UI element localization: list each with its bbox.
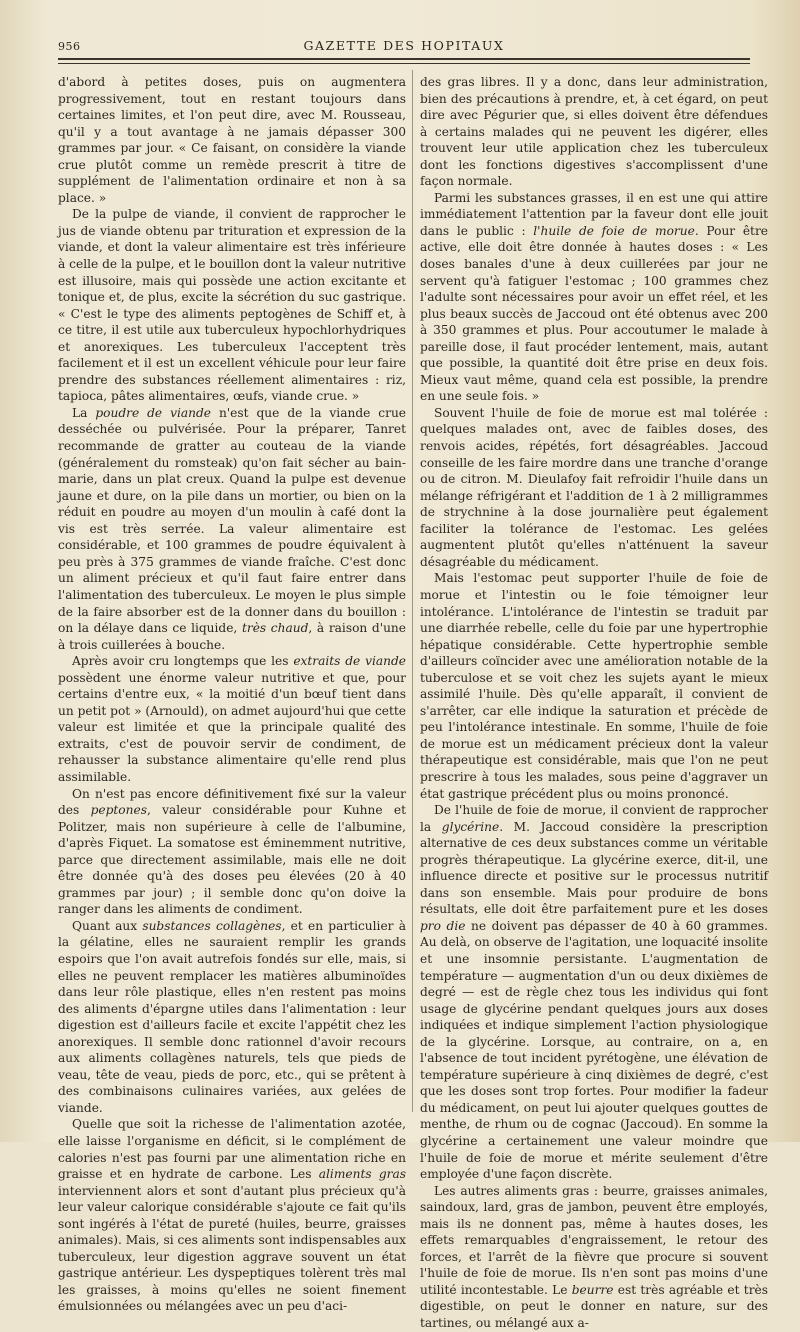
paragraph [420,802,768,1183]
text-run: possèdent une énorme valeur nutritive et que, pour certains d'entre eux, « la moitié d'un bœuf tient dans un petit pot » (Arnould), on admet aujourd'hui que cette valeur est limitée et que la principale qualité des extraits, c'est de pouvoir servir de condiment, de rehausser la substance alimentaire qu'elle rend plus assimilable. [58,670,406,784]
italic-term: peptones [90,803,147,818]
text-run: n'est que de la viande crue desséchée ou pulvérisée. Pour la préparer, Tanret recommande de gratter au couteau de la viande (généralement du romsteak) qu'on fait sécher au bain-marie, dans un plat creux. Quand la pulpe est devenue jaune et dure, on la pile dans un mortier, ou bien on la réduit en poudre au moyen d'un moulin à café dont la vis est très serrée. La valeur alimentaire est considérable, et 100 grammes de poudre équivalent à peu près à 375 grammes de viande fraîche. C'est donc un aliment précieux et qu'il faut faire entrer dans l'alimentation des tuberculeux. Le moyen le plus simple de la faire absorber est de la donner dans du bouillon : on la délaye dans ce liquide, [58,405,407,636]
right-column [420,74,768,1331]
text-run: Les autres aliments gras : beurre, graisses animales, saindoux, lard, gras de jambon, peuvent être employés, mais ils ne donnent pas, même à hautes doses, les effets remarquables d'engraissement, le retour des forces, et l'arrêt de la fièvre que procure si souvent l'huile de foie de morue. Ils n'en sont pas moins d'une utilité incontestable. Le [420,1183,768,1297]
italic-term: beurre [571,1282,614,1297]
italic-term: substances collagènes [142,918,282,933]
italic-term: l'huile de foie de morue [533,223,695,238]
paragraph [58,653,406,785]
header-rule-thin [58,63,750,64]
italic-term: pro die [420,918,466,933]
paragraph: De la pulpe de viande, il convient de rapprocher le jus de viande obtenu par trituration et expression de la viande, et dont la valeur alimentaire est très inférieure à celle de la pulpe, et le bouillon dont la valeur nutritive est illusoire, mais qui possède une action excitante et tonique et, de plus, excite la sécrétion du suc gastrique. « C'est le type des aliments peptogènes de Schiff et, à ce titre, il est utile aux tuberculeux hypochlorhydriques et anorexiques. Les tuberculeux l'acceptent très facilement et il est un excellent véhicule pour leur faire prendre des substances réellement alimentaires : riz, tapioca, pâtes alimentaires, œufs, viande crue. » [58,207,406,404]
page-number: 956 [58,40,81,53]
italic-term: extraits de viande [293,654,406,669]
text-run: , valeur considérable pour Kuhne et Politzer, mais non supérieure à celle de l'albumine, d'après Fiquet. La somatose est éminemment nutritive, parce que directement assimilable, mais elle ne doit être donnée qu'à des doses peu élevées (20 à 40 grammes par jour) ; il semble donc qu'on doive la ranger dans les aliments de condiment. [58,803,406,917]
paragraph [58,918,406,1117]
text-run: On n'est pas encore définitivement fixé sur la valeur des [58,786,406,818]
paragraph [58,786,406,918]
text-run: , et en particulier à la gélatine, elles ne sauraient remplir les grands espoirs que l'on avait autrefois fondés sur elle, mais, si elles ne peuvent remplacer les matières albuminoïdes dans leur rôle plastique, elles n'en restent pas moins des aliments d'épargne utiles dans l'alimentation : leur digestion est d'ailleurs facile et excite l'appétit chez les anorexiques. Il semble donc rationnel d'avoir recours aux aliments collagènes naturels, tels que pieds de veau, tête de veau, pieds de porc, etc., qui se prêtent à des combinaisons culinaires variées, aux gelées de viande. [58,918,406,1115]
text-run: . Pour être active, elle doit être donnée à hautes doses : « Les doses banales d'une à deux cuillerées par jour ne servent qu'à fatiguer l'estomac ; 100 grammes chez l'adulte sont nécessaires pour avoir un effet réel, et les plus beaux succès de Jaccoud ont été obtenus avec 200 à 350 grammes et plus. Pour accoutumer le malade à pareille dose, il faut procéder lentement, mais, autant que possible, la quantité doit être prise en deux fois. Mieux vaut même, quand cela est possible, la prendre en une seule fois. » [420,223,768,404]
text-run: . M. Jaccoud considère la prescription alternative de ces deux substances comme un véritable progrès thérapeutique. La glycérine exerce, dit-il, une influence directe et positive sur le processus nutritif dans son ensemble. Mais pour produire de bons résultats, elle doit être parfaitement pure et les doses [420,819,768,917]
paragraph: Mais l'estomac peut supporter l'huile de foie de morue et l'intestin ou le foie témoigner leur intolérance. L'intolérance de l'intestin se traduit par une diarrhée rebelle, celle du foie par une hypertrophie hépatique considérable. Cette hypertrophie semble d'ailleurs coïncider avec une amélioration notable de la tuberculose et se voit chez les sujets ayant le mieux assimilé l'huile. Dès qu'elle apparaît, il convient de s'arrêter, car elle indique la saturation et précède de peu l'intolérance intestinale. En somme, l'huile de foie de morue est un médicament précieux dont la valeur thérapeutique est considérable, mais que l'on ne peut prescrire à tous les malades, sous peine d'aggraver un état gastrique précédent plus ou moins prononcé. [420,571,768,801]
text-run: Quelle que soit la richesse de l'alimentation azotée, elle laisse l'organisme en déficit, si le complément de calories n'est pas fourni par une alimentation riche en graisse et en hydrate de carbone. Les [58,1117,406,1182]
paragraph [420,190,768,405]
header-rule-thick [58,58,750,60]
left-column [58,74,407,1314]
italic-term: poudre de viande [95,405,212,420]
text-run: , à raison d'une à trois cuillerées à bouche. [58,621,406,652]
italic-term: glycérine [441,819,500,834]
paragraph [58,405,406,653]
italic-term: aliments gras [318,1167,406,1182]
text-run: De l'huile de foie de morue, il convient de rapprocher la [420,803,768,834]
paragraph: Souvent l'huile de foie de morue est mal tolérée : quelques malades ont, avec de faibles doses, des renvois acides, répétés, fort désagréables. Jaccoud conseille de les faire mordre dans une tranche d'orange ou de citron. M. Dieulafoy fait refroidir l'huile dans un mélange réfrigérant et l'addition de 1 à 2 milligrammes de strychnine à la dose journalière peut également faciliter la tolérance de l'estomac. Les gelées augmentent plutôt qu'elles n'atténuent la saveur désagréable du médicament. [420,405,768,569]
text-run: interviennent alors et sont d'autant plus précieux qu'à leur valeur calorique considérable s'ajoute ce fait qu'ils sont ingérés à l'état de pureté (huiles, beurre, graisses animales). Mais, si ces aliments sont indispensables aux tuberculeux, leur digestion aggrave souvent un état gastrique antérieur. Les dyspeptiques tolèrent très mal les graisses, à moins qu'elles ne soient finement émulsionnées ou mélangées avec un peu d'aci- [58,1183,406,1314]
paragraph [58,1116,406,1315]
running-title: GAZETTE DES HOPITAUX [303,38,505,53]
italic-term: très chaud [241,621,309,636]
page-header [58,34,750,58]
text-run: La [72,405,96,420]
text-run: Après avoir cru longtemps que les [72,654,294,669]
text-run: ne doivent pas dépasser de 40 à 60 grammes. Au delà, on observe de l'agitation, une loquacité insolite et une insomnie persistante. L'augmentation de température — augmentation d'un ou deux dixièmes de degré — est de règle chez tous les individus qui font usage de glycérine pendant quelques jours aux doses indiquées et indique simplement l'action physiologique de la glycérine. Lorsque, au contraire, on a, en l'absence de tout incident pyrétogène, une élévation de température supérieure à cinq dixièmes de degré, c'est que les doses sont trop fortes. Pour modifier la fadeur du médicament, on peut lui ajouter quelques gouttes de menthe, de rhum ou de cognac (Jaccoud). En somme la glycérine a certainement une valeur moindre que l'huile de foie de morue et mérite seulement d'être employée d'une façon discrète. [420,918,768,1182]
column-separator [412,70,413,1112]
paragraph: d'abord à petites doses, puis on augmentera progressivement, tout en restant toujours dans certaines limites, et l'on peut dire, avec M. Rousseau, qu'il y a tout avantage à ne jamais dépasser 300 grammes par jour. « Ce faisant, on considère la viande crue plutôt comme un remède prescrit à titre de supplément de l'alimentation ordinaire et non à sa place. » [58,75,406,205]
text-run: Quant aux [72,918,143,933]
text-run: Parmi les substances grasses, il en est une qui attire immédiatement l'attention par la faveur dont elle jouit dans le public : [420,190,768,238]
text-run: est très agréable et très digestible, on peut le donner en nature, sur des tartines, ou mélangé aux a- [420,1282,768,1331]
paragraph [420,1183,768,1332]
paragraph: des gras libres. Il y a donc, dans leur administration, bien des précautions à prendre, et, à cet égard, on peut dire avec Pégurier que, si elles doivent être défendues à certains malades qui ne peuvent les digérer, elles trouvent leur utile application chez les tuberculeux dont les fonctions digestives s'accomplissent d'une façon normale. [420,75,768,189]
